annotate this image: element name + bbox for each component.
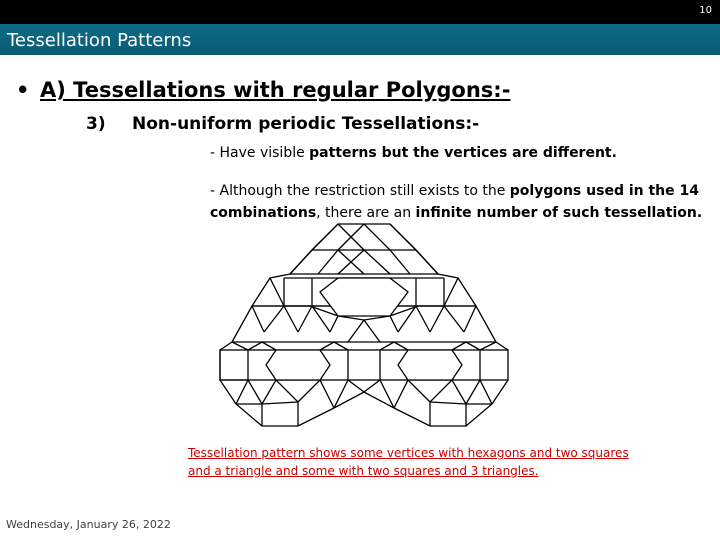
bullet-marker: • — [16, 78, 30, 102]
footer-date: Wednesday, January 26, 2022 — [6, 518, 171, 531]
point-2-prefix: - Although the restriction still exists to the — [210, 183, 510, 199]
slide-title: Tessellation Patterns — [7, 30, 192, 51]
sub-heading-line — [86, 114, 479, 134]
point-2-bold-2: infinite number of such tessellation. — [415, 205, 703, 221]
figure-caption: Tessellation pattern shows some vertices with hexagons and two squares and a triangle and some with two squares and 3 triangles. — [188, 446, 629, 478]
bullet-heading: A) Tessellations with regular Polygons:- — [40, 78, 511, 102]
sub-number: 3) — [86, 114, 106, 134]
tessellation-figure — [218, 222, 510, 428]
point-2-mid: , there are an — [316, 205, 416, 221]
title-bar — [0, 24, 720, 55]
point-1-prefix: - Have visible — [210, 145, 310, 161]
top-bar — [0, 0, 720, 24]
point-1-bold: patterns but the vertices are different. — [309, 145, 617, 161]
point-1 — [210, 145, 617, 161]
sub-heading: Non-uniform periodic Tessellations:- — [132, 114, 480, 134]
point-2-bold-1: polygons used in the 14 combinations — [210, 183, 699, 221]
bullet-heading-line — [16, 78, 510, 102]
point-2 — [210, 180, 710, 224]
page-number: 10 — [699, 5, 712, 16]
